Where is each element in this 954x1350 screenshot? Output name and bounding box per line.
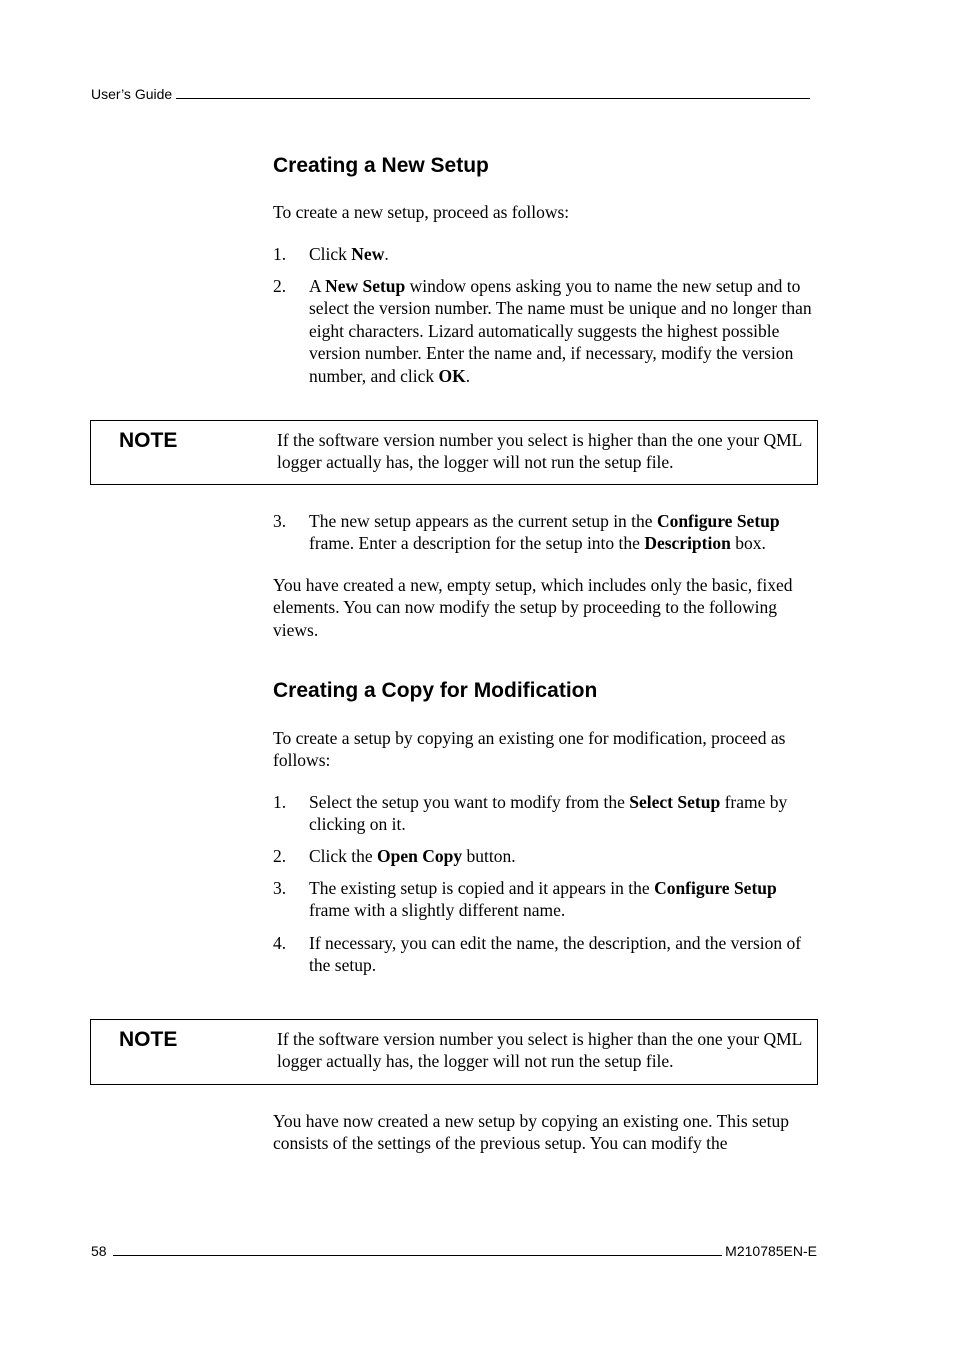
footer-rule	[113, 1255, 723, 1256]
note-label: NOTE	[119, 1028, 178, 1051]
list-text: Click the Open Copy button.	[309, 846, 516, 866]
list-number: 3.	[273, 878, 287, 898]
list-number: 2.	[273, 276, 287, 296]
list-text: The existing setup is copied and it appears in the Configure Setup frame with a slightly different name.	[309, 878, 777, 921]
list-item	[273, 243, 818, 265]
list-text: Select the setup you want to modify from the Select Setup frame by clicking on it.	[309, 792, 788, 835]
list-text: A New Setup window opens asking you to name the new setup and to select the version number. The name must be unique and no longer than eight characters. Lizard automatically suggests the highest possible version number. Enter the name and, if necessary, modify the version number, and click OK.	[309, 276, 812, 386]
section-heading-copy: Creating a Copy for Modification	[273, 679, 598, 702]
running-footer	[91, 1243, 817, 1259]
header-title: User’s Guide	[91, 86, 173, 102]
list-number: 2.	[273, 846, 287, 866]
summary-paragraph: You have now created a new setup by copying an existing one. This setup consists of the settings of the previous setup. You can modify the	[273, 1111, 789, 1154]
list-text: The new setup appears as the current setup in the Configure Setup frame. Enter a description for the setup into the Description box.	[309, 511, 780, 554]
note-text: If the software version number you select is higher than the one your QML logger actually has, the logger will not run the setup file.	[277, 1029, 802, 1072]
list-item	[273, 510, 818, 555]
list-text: If necessary, you can edit the name, the description, and the version of the setup.	[309, 933, 802, 976]
list-item	[273, 791, 818, 836]
list-number: 1.	[273, 792, 287, 812]
page-number: 58	[91, 1243, 107, 1259]
summary-paragraph: You have created a new, empty setup, which includes only the basic, fixed elements. You can now modify the setup by proceeding to the following views.	[273, 575, 793, 640]
header-rule	[176, 98, 810, 99]
list-number: 3.	[273, 511, 287, 531]
list-item	[273, 932, 818, 977]
note-box	[90, 1019, 818, 1085]
list-number: 1.	[273, 244, 287, 264]
document-id: M210785EN-E	[725, 1243, 817, 1259]
intro-paragraph: To create a setup by copying an existing one for modification, proceed as follows:	[273, 728, 786, 771]
note-box	[90, 420, 818, 485]
list-item	[273, 877, 818, 922]
note-label: NOTE	[119, 429, 178, 452]
section-heading-new-setup: Creating a New Setup	[273, 154, 489, 177]
list-number: 4.	[273, 933, 287, 953]
intro-paragraph: To create a new setup, proceed as follows:	[273, 202, 570, 222]
note-text: If the software version number you select is higher than the one your QML logger actually has, the logger will not run the setup file.	[277, 430, 802, 473]
list-text: Click New.	[309, 244, 389, 264]
list-item	[273, 275, 818, 387]
list-item	[273, 845, 818, 867]
running-header	[91, 86, 810, 102]
